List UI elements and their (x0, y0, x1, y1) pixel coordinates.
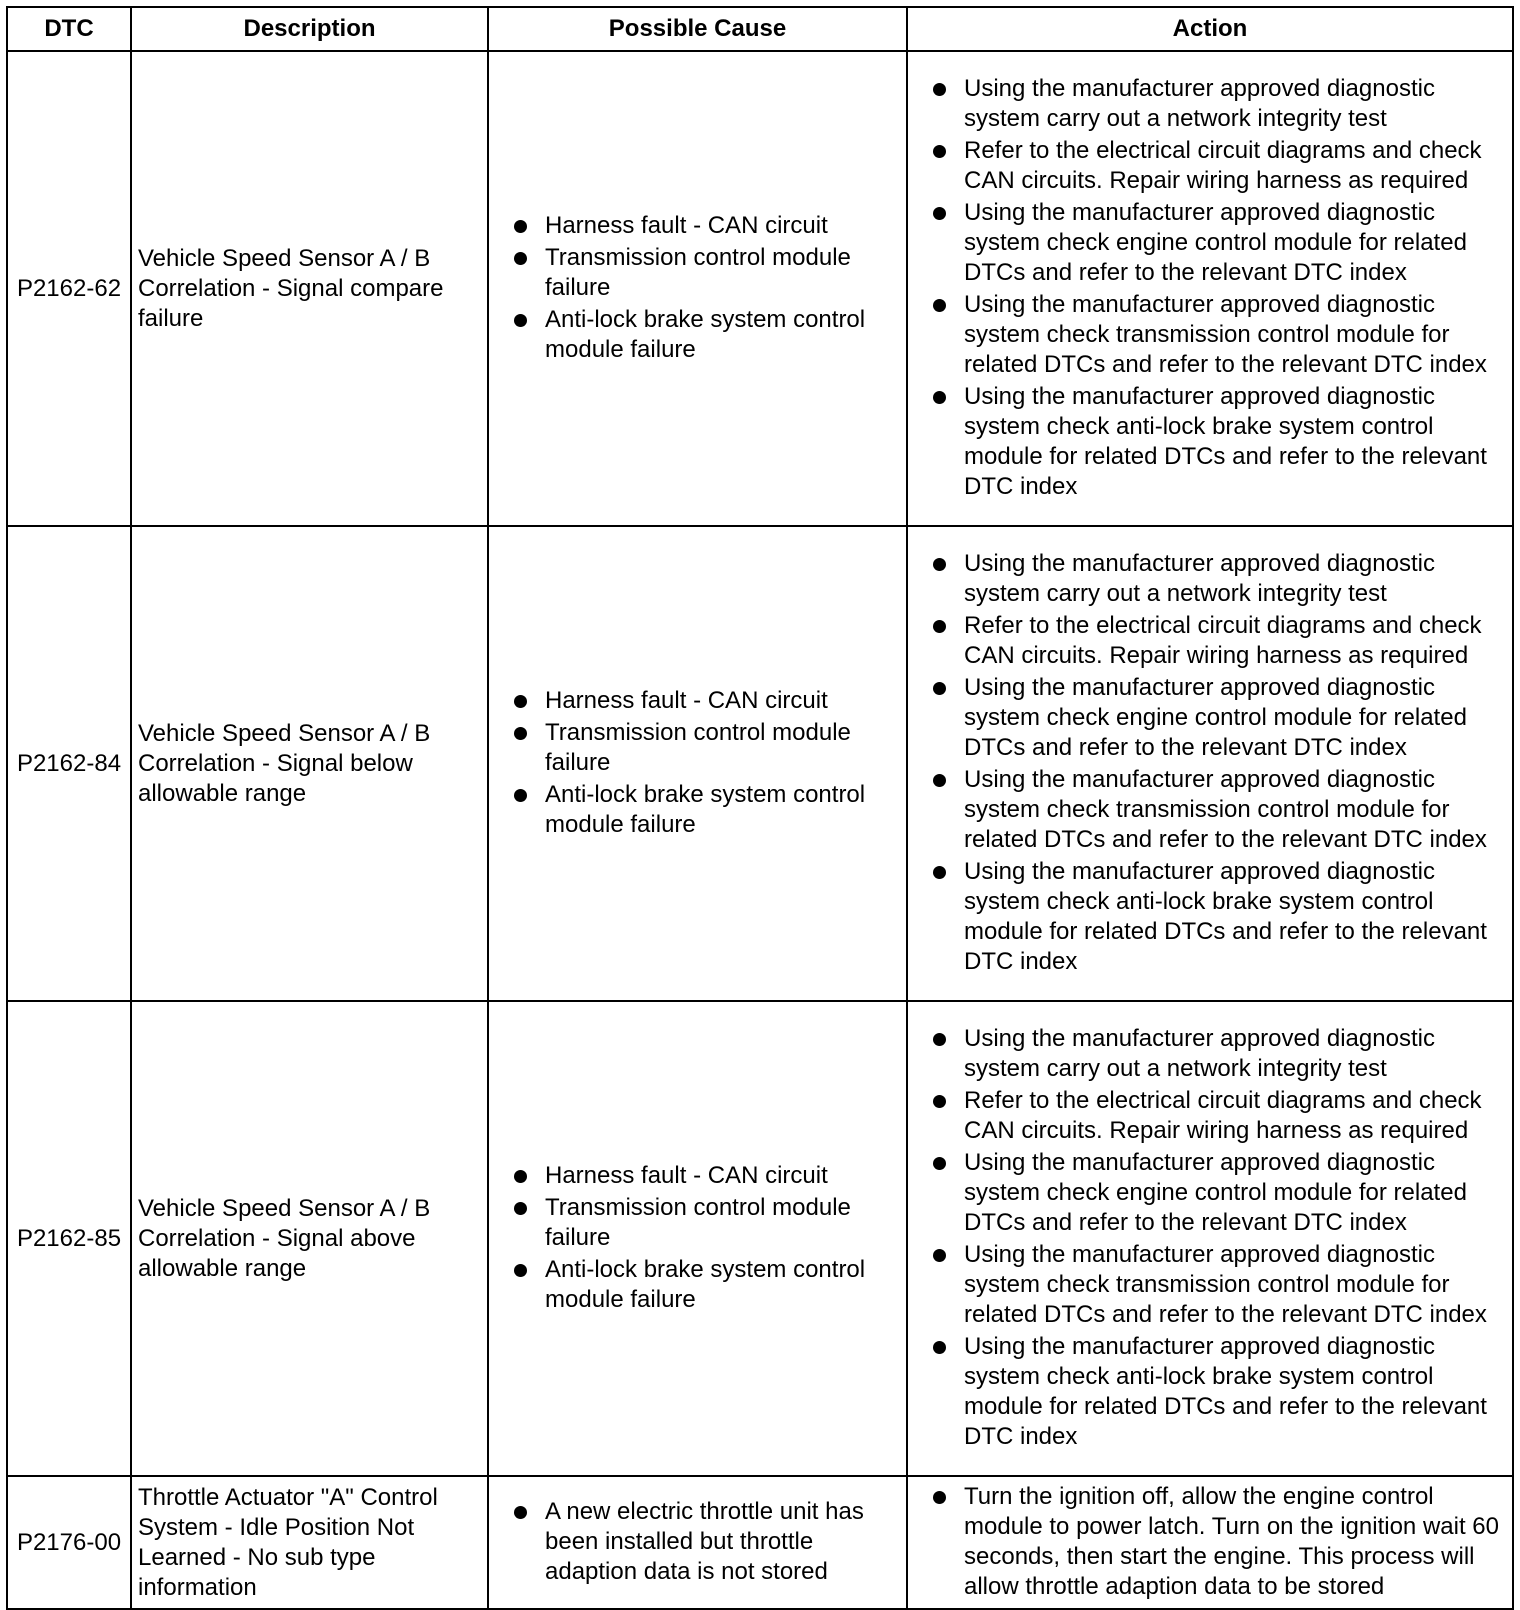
action-list (932, 1024, 1504, 1452)
cause-list (513, 1161, 886, 1315)
action-text: Refer to the electrical circuit diagrams and check CAN circuits. Repair wiring harness as required (964, 611, 1482, 669)
bullet-icon (514, 220, 527, 233)
bullet-icon (933, 145, 946, 158)
bullet-icon (933, 1157, 946, 1170)
list-item (932, 1148, 1504, 1238)
bullet-icon (514, 1202, 527, 1215)
dtc-description: Vehicle Speed Sensor A / B Correlation - Signal compare failure (131, 51, 488, 526)
bullet-icon (933, 620, 946, 633)
action-text: Using the manufacturer approved diagnostic system carry out a network integrity test (964, 549, 1435, 607)
list-item (932, 1024, 1504, 1084)
bullet-icon (933, 866, 946, 879)
table-row (7, 1001, 1513, 1476)
possible-cause-cell (488, 1001, 907, 1476)
dtc-description: Vehicle Speed Sensor A / B Correlation - Signal above allowable range (131, 1001, 488, 1476)
action-text: Using the manufacturer approved diagnostic system check anti-lock brake system control module for related DTCs and refer to the relevant DTC index (964, 857, 1487, 975)
bullet-icon (514, 252, 527, 265)
action-list (932, 1482, 1504, 1602)
cause-text: Transmission control module failure (545, 243, 851, 301)
bullet-icon (933, 207, 946, 220)
cause-list (513, 211, 886, 365)
header-possible-cause: Possible Cause (488, 7, 907, 51)
cause-text: Harness fault - CAN circuit (545, 1161, 828, 1189)
list-item (932, 382, 1504, 502)
list-item (932, 198, 1504, 288)
bullet-icon (933, 774, 946, 787)
action-text: Using the manufacturer approved diagnostic system check transmission control module for related DTCs and refer to the relevant DTC index (964, 1240, 1487, 1328)
list-item (513, 1255, 886, 1315)
cause-list (513, 686, 886, 840)
dtc-code: P2162-85 (7, 1001, 131, 1476)
list-item (932, 857, 1504, 977)
action-text: Using the manufacturer approved diagnostic system carry out a network integrity test (964, 74, 1435, 132)
bullet-icon (933, 558, 946, 571)
dtc-code: P2162-62 (7, 51, 131, 526)
bullet-icon (933, 1249, 946, 1262)
list-item (513, 243, 886, 303)
table-row (7, 51, 1513, 526)
cause-text: Transmission control module failure (545, 718, 851, 776)
cause-text: Harness fault - CAN circuit (545, 211, 828, 239)
list-item (932, 1240, 1504, 1330)
list-item (513, 1497, 886, 1587)
dtc-description: Vehicle Speed Sensor A / B Correlation - Signal below allowable range (131, 526, 488, 1001)
action-text: Using the manufacturer approved diagnostic system check engine control module for related DTCs and refer to the relevant DTC index (964, 1148, 1467, 1236)
list-item (513, 305, 886, 365)
list-item (513, 1161, 886, 1191)
action-cell (907, 526, 1513, 1001)
list-item (513, 1193, 886, 1253)
possible-cause-cell (488, 526, 907, 1001)
bullet-icon (514, 314, 527, 327)
dtc-table (6, 6, 1514, 1610)
action-text: Using the manufacturer approved diagnostic system check transmission control module for related DTCs and refer to the relevant DTC index (964, 765, 1487, 853)
dtc-code: P2176-00 (7, 1476, 131, 1609)
action-text: Turn the ignition off, allow the engine control module to power latch. Turn on the ignition wait 60 seconds, then start the engine. This process will allow throttle adaption data to be stored (964, 1482, 1499, 1600)
list-item (513, 686, 886, 716)
cause-text: Harness fault - CAN circuit (545, 686, 828, 714)
table-row (7, 1476, 1513, 1609)
action-cell (907, 1001, 1513, 1476)
action-list (932, 549, 1504, 977)
bullet-icon (933, 1491, 946, 1504)
list-item (932, 673, 1504, 763)
list-item (932, 1332, 1504, 1452)
action-list (932, 74, 1504, 502)
header-description: Description (131, 7, 488, 51)
bullet-icon (933, 1341, 946, 1354)
list-item (932, 74, 1504, 134)
list-item (932, 136, 1504, 196)
action-text: Using the manufacturer approved diagnostic system check engine control module for related DTCs and refer to the relevant DTC index (964, 673, 1467, 761)
list-item (932, 611, 1504, 671)
bullet-icon (933, 1095, 946, 1108)
bullet-icon (933, 391, 946, 404)
action-text: Using the manufacturer approved diagnostic system check anti-lock brake system control module for related DTCs and refer to the relevant DTC index (964, 1332, 1487, 1450)
cause-text: Anti-lock brake system control module failure (545, 780, 866, 838)
list-item (932, 290, 1504, 380)
bullet-icon (933, 682, 946, 695)
action-text: Refer to the electrical circuit diagrams and check CAN circuits. Repair wiring harness as required (964, 1086, 1482, 1144)
list-item (513, 718, 886, 778)
header-row (7, 7, 1513, 51)
cause-text: Anti-lock brake system control module failure (545, 305, 866, 363)
action-text: Using the manufacturer approved diagnostic system check anti-lock brake system control module for related DTCs and refer to the relevant DTC index (964, 382, 1487, 500)
list-item (513, 211, 886, 241)
bullet-icon (933, 299, 946, 312)
action-cell (907, 1476, 1513, 1609)
action-cell (907, 51, 1513, 526)
list-item (932, 765, 1504, 855)
dtc-code: P2162-84 (7, 526, 131, 1001)
bullet-icon (514, 727, 527, 740)
bullet-icon (933, 83, 946, 96)
bullet-icon (514, 789, 527, 802)
bullet-icon (514, 1170, 527, 1183)
action-text: Using the manufacturer approved diagnostic system check transmission control module for related DTCs and refer to the relevant DTC index (964, 290, 1487, 378)
action-text: Refer to the electrical circuit diagrams and check CAN circuits. Repair wiring harness as required (964, 136, 1482, 194)
action-text: Using the manufacturer approved diagnostic system check engine control module for related DTCs and refer to the relevant DTC index (964, 198, 1467, 286)
cause-text: Transmission control module failure (545, 1193, 851, 1251)
dtc-document (6, 6, 1512, 1602)
list-item (932, 549, 1504, 609)
possible-cause-cell (488, 51, 907, 526)
cause-list (513, 1497, 886, 1587)
list-item (932, 1482, 1504, 1602)
bullet-icon (933, 1033, 946, 1046)
possible-cause-cell (488, 1476, 907, 1609)
cause-text: Anti-lock brake system control module failure (545, 1255, 866, 1313)
bullet-icon (514, 695, 527, 708)
list-item (932, 1086, 1504, 1146)
bullet-icon (514, 1506, 527, 1519)
action-text: Using the manufacturer approved diagnostic system carry out a network integrity test (964, 1024, 1435, 1082)
list-item (513, 780, 886, 840)
table-row (7, 526, 1513, 1001)
bullet-icon (514, 1264, 527, 1277)
dtc-description: Throttle Actuator "A" Control System - Idle Position Not Learned - No sub type information (131, 1476, 488, 1609)
header-action: Action (907, 7, 1513, 51)
header-dtc: DTC (7, 7, 131, 51)
cause-text: A new electric throttle unit has been installed but throttle adaption data is not stored (545, 1497, 864, 1585)
